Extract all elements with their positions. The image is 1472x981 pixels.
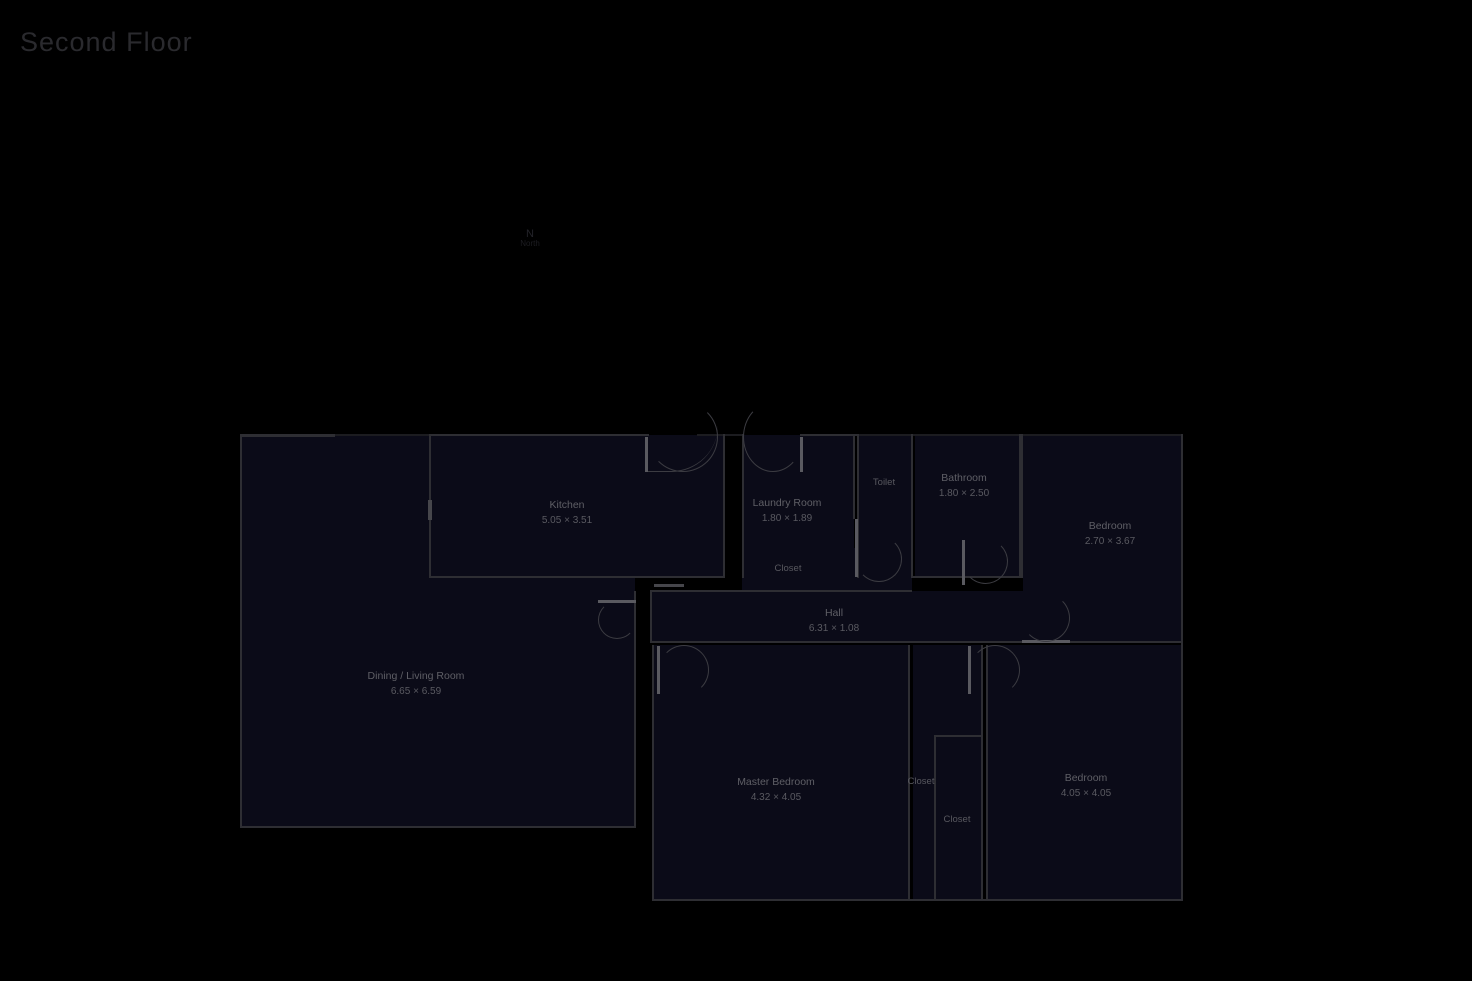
room-label-closet-center-lower <box>944 812 971 827</box>
room-label-master-bedroom <box>737 775 815 805</box>
room-name: Hall <box>824 607 844 619</box>
room-label-bedroom-top-right <box>1085 519 1135 549</box>
wall-closet-center-left <box>934 735 936 901</box>
wall-top-left <box>240 434 335 437</box>
compass-north-icon <box>500 228 560 262</box>
room-name: Bedroom <box>1088 520 1132 532</box>
wall-toilet-right <box>911 434 913 578</box>
door-dining-hall-arc[interactable] <box>598 601 636 639</box>
wall-left-outer <box>240 434 242 828</box>
door-master-arc[interactable] <box>659 645 709 695</box>
wall-master-right <box>908 645 910 901</box>
room-dimensions: 4.32 × 4.05 <box>750 792 802 803</box>
room-name: Master Bedroom <box>737 776 815 788</box>
door-bedroom-tr-arc[interactable] <box>1022 594 1070 642</box>
door-bedroom-br-arc[interactable] <box>970 645 1020 695</box>
room-name: Toilet <box>872 477 896 488</box>
wall-kitchen-right <box>723 434 725 578</box>
wall-top-kitchen <box>429 434 649 436</box>
room-name: Laundry Room <box>752 497 822 509</box>
room-name: Closet <box>943 814 971 825</box>
room-closet-center <box>913 645 983 900</box>
wall-top-laundry <box>800 434 857 436</box>
room-label-laundry <box>753 496 822 526</box>
room-label-closet-upper <box>775 561 802 576</box>
room-label-hall <box>809 606 859 636</box>
room-label-dining-living <box>368 669 465 699</box>
compass-glyph: N <box>526 228 534 240</box>
wall-right-outer <box>1181 434 1183 901</box>
room-dimensions: 1.80 × 1.89 <box>761 513 813 524</box>
door-laundry-bottom-arc[interactable] <box>856 536 902 582</box>
room-name: Bathroom <box>941 472 987 484</box>
wall-top-mid-left <box>335 434 430 436</box>
door-laundry-top-arc[interactable] <box>743 402 803 472</box>
door-kitchen-top-arc2[interactable] <box>648 402 718 472</box>
wall-bedroom-tr-left <box>1021 434 1023 578</box>
wall-hall-left <box>650 590 652 642</box>
room-dimensions: 2.70 × 3.67 <box>1084 536 1136 547</box>
room-label-closet-center-upper <box>908 774 935 789</box>
wall-closet-upper-bottom <box>742 590 912 592</box>
wall-hall-top-left <box>650 590 745 592</box>
wall-laundry-left <box>742 434 744 578</box>
room-name: Kitchen <box>549 499 585 511</box>
room-dimensions: 6.65 × 6.59 <box>390 686 442 697</box>
room-name: Closet <box>774 563 802 574</box>
window-kitchen-left <box>428 500 432 520</box>
wall-bathroom-bottom <box>913 576 1021 578</box>
window-kitchen-bottom <box>654 584 684 587</box>
room-name: Dining / Living Room <box>367 670 465 682</box>
door-bathroom-arc[interactable] <box>963 539 1008 584</box>
wall-laundry-right <box>853 434 855 519</box>
wall-kitchen-left-lower <box>429 519 431 578</box>
compass-label: North <box>520 239 540 249</box>
wall-hall-bottom <box>650 641 1023 643</box>
room-dimensions: 6.31 × 1.08 <box>808 623 860 634</box>
wall-bottom-dining <box>240 826 636 828</box>
room-name: Bedroom <box>1064 772 1108 784</box>
wall-bottom-outer <box>652 899 1183 901</box>
page-title: Second Floor <box>20 27 193 57</box>
wall-kitchen-bottom <box>429 576 724 578</box>
room-dimensions: 5.05 × 3.51 <box>541 515 593 526</box>
room-name: Closet <box>907 776 935 787</box>
room-label-bedroom-bottom-right <box>1061 771 1111 801</box>
room-label-toilet <box>873 475 895 490</box>
room-label-bathroom <box>939 471 989 501</box>
room-label-kitchen <box>542 498 592 528</box>
wall-closet-center-top <box>934 735 982 737</box>
room-dimensions: 1.80 × 2.50 <box>938 488 990 499</box>
wall-kitchen-left <box>429 434 431 500</box>
wall-master-left <box>652 645 654 901</box>
room-dimensions: 4.05 × 4.05 <box>1060 788 1112 799</box>
